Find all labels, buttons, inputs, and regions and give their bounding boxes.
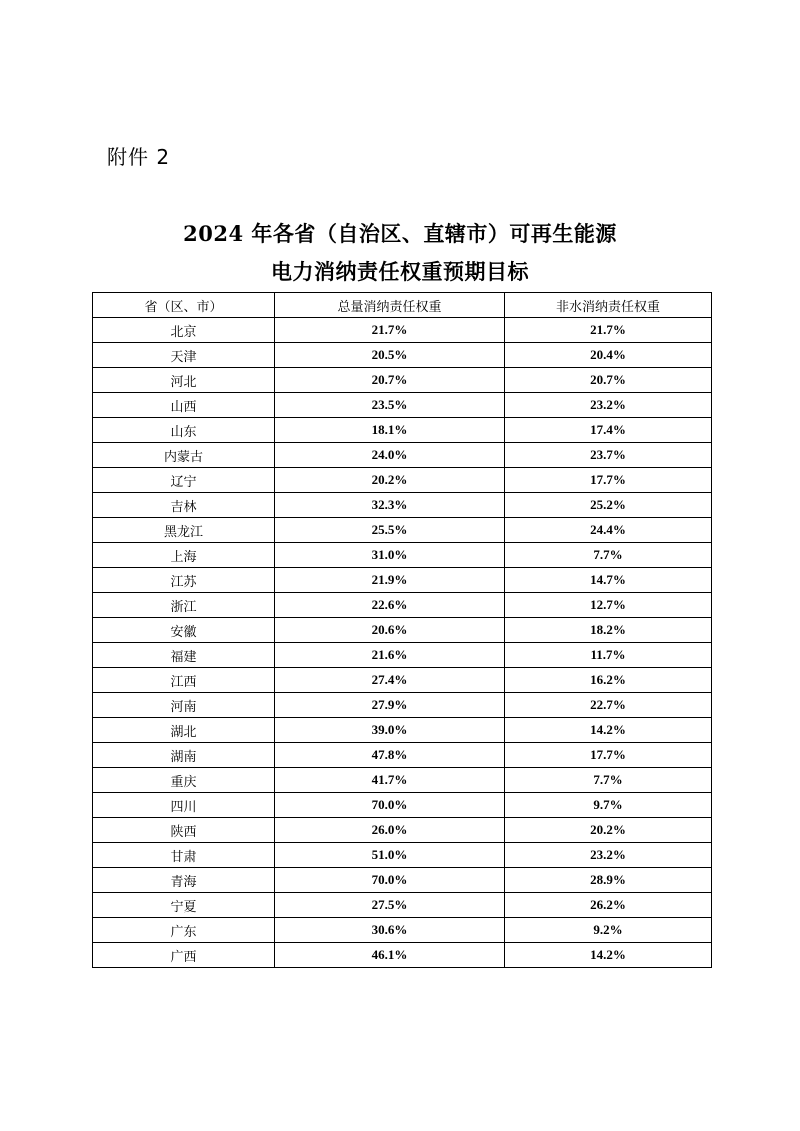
document-title-line2: 电力消纳责任权重预期目标 xyxy=(271,259,529,284)
table-row xyxy=(93,743,712,768)
province-cell: 河北 xyxy=(93,368,275,393)
table-body xyxy=(93,318,712,968)
table-row xyxy=(93,718,712,743)
nonhydro-weight-cell: 7.7% xyxy=(505,543,712,568)
total-weight-cell: 70.0% xyxy=(275,868,505,893)
table-row xyxy=(93,418,712,443)
nonhydro-weight-cell: 23.2% xyxy=(505,843,712,868)
province-cell: 山西 xyxy=(93,393,275,418)
province-cell: 湖南 xyxy=(93,743,275,768)
table-row xyxy=(93,843,712,868)
total-weight-cell: 21.9% xyxy=(275,568,505,593)
nonhydro-weight-cell: 9.7% xyxy=(505,793,712,818)
nonhydro-weight-cell: 20.7% xyxy=(505,368,712,393)
province-cell: 宁夏 xyxy=(93,893,275,918)
table-row xyxy=(93,668,712,693)
header-total-weight: 总量消纳责任权重 xyxy=(275,293,505,318)
province-cell: 湖北 xyxy=(93,718,275,743)
table-row xyxy=(93,893,712,918)
nonhydro-weight-cell: 17.4% xyxy=(505,418,712,443)
province-cell: 安徽 xyxy=(93,618,275,643)
nonhydro-weight-cell: 11.7% xyxy=(505,643,712,668)
province-cell: 黑龙江 xyxy=(93,518,275,543)
province-cell: 重庆 xyxy=(93,768,275,793)
province-cell: 北京 xyxy=(93,318,275,343)
province-cell: 福建 xyxy=(93,643,275,668)
province-cell: 青海 xyxy=(93,868,275,893)
nonhydro-weight-cell: 12.7% xyxy=(505,593,712,618)
nonhydro-weight-cell: 23.7% xyxy=(505,443,712,468)
table-row xyxy=(93,393,712,418)
nonhydro-weight-cell: 26.2% xyxy=(505,893,712,918)
total-weight-cell: 27.5% xyxy=(275,893,505,918)
table-row xyxy=(93,543,712,568)
table-row xyxy=(93,493,712,518)
total-weight-cell: 31.0% xyxy=(275,543,505,568)
table-row xyxy=(93,943,712,968)
table-row xyxy=(93,443,712,468)
nonhydro-weight-cell: 17.7% xyxy=(505,743,712,768)
nonhydro-weight-cell: 20.2% xyxy=(505,818,712,843)
total-weight-cell: 39.0% xyxy=(275,718,505,743)
attachment-label: 附件 2 xyxy=(107,145,171,169)
table-row xyxy=(93,768,712,793)
header-province: 省（区、市） xyxy=(93,293,275,318)
total-weight-cell: 20.7% xyxy=(275,368,505,393)
nonhydro-weight-cell: 24.4% xyxy=(505,518,712,543)
nonhydro-weight-cell: 17.7% xyxy=(505,468,712,493)
table-header-row xyxy=(93,293,712,318)
total-weight-cell: 24.0% xyxy=(275,443,505,468)
table-row xyxy=(93,468,712,493)
nonhydro-weight-cell: 21.7% xyxy=(505,318,712,343)
table-row xyxy=(93,568,712,593)
province-cell: 陕西 xyxy=(93,818,275,843)
province-cell: 吉林 xyxy=(93,493,275,518)
nonhydro-weight-cell: 18.2% xyxy=(505,618,712,643)
table-row xyxy=(93,593,712,618)
total-weight-cell: 21.7% xyxy=(275,318,505,343)
province-cell: 河南 xyxy=(93,693,275,718)
total-weight-cell: 21.6% xyxy=(275,643,505,668)
total-weight-cell: 20.6% xyxy=(275,618,505,643)
nonhydro-weight-cell: 22.7% xyxy=(505,693,712,718)
header-nonhydro-weight: 非水消纳责任权重 xyxy=(505,293,712,318)
table-row xyxy=(93,318,712,343)
province-cell: 山东 xyxy=(93,418,275,443)
total-weight-cell: 41.7% xyxy=(275,768,505,793)
table-row xyxy=(93,868,712,893)
total-weight-cell: 27.9% xyxy=(275,693,505,718)
province-cell: 甘肃 xyxy=(93,843,275,868)
province-cell: 浙江 xyxy=(93,593,275,618)
total-weight-cell: 32.3% xyxy=(275,493,505,518)
total-weight-cell: 22.6% xyxy=(275,593,505,618)
total-weight-cell: 46.1% xyxy=(275,943,505,968)
total-weight-cell: 18.1% xyxy=(275,418,505,443)
total-weight-cell: 47.8% xyxy=(275,743,505,768)
total-weight-cell: 27.4% xyxy=(275,668,505,693)
province-cell: 天津 xyxy=(93,343,275,368)
province-cell: 广西 xyxy=(93,943,275,968)
total-weight-cell: 20.2% xyxy=(275,468,505,493)
nonhydro-weight-cell: 20.4% xyxy=(505,343,712,368)
province-cell: 四川 xyxy=(93,793,275,818)
table-row xyxy=(93,793,712,818)
province-cell: 上海 xyxy=(93,543,275,568)
total-weight-cell: 23.5% xyxy=(275,393,505,418)
province-cell: 广东 xyxy=(93,918,275,943)
total-weight-cell: 25.5% xyxy=(275,518,505,543)
nonhydro-weight-cell: 25.2% xyxy=(505,493,712,518)
table-row xyxy=(93,643,712,668)
total-weight-cell: 51.0% xyxy=(275,843,505,868)
nonhydro-weight-cell: 14.7% xyxy=(505,568,712,593)
nonhydro-weight-cell: 23.2% xyxy=(505,393,712,418)
table-row xyxy=(93,518,712,543)
nonhydro-weight-cell: 14.2% xyxy=(505,718,712,743)
nonhydro-weight-cell: 7.7% xyxy=(505,768,712,793)
province-cell: 江苏 xyxy=(93,568,275,593)
total-weight-cell: 26.0% xyxy=(275,818,505,843)
province-cell: 江西 xyxy=(93,668,275,693)
nonhydro-weight-cell: 16.2% xyxy=(505,668,712,693)
province-cell: 辽宁 xyxy=(93,468,275,493)
nonhydro-weight-cell: 14.2% xyxy=(505,943,712,968)
nonhydro-weight-cell: 9.2% xyxy=(505,918,712,943)
quota-table xyxy=(92,292,712,968)
table-row xyxy=(93,618,712,643)
province-cell: 内蒙古 xyxy=(93,443,275,468)
table-row xyxy=(93,343,712,368)
table-row xyxy=(93,368,712,393)
table-row xyxy=(93,818,712,843)
total-weight-cell: 30.6% xyxy=(275,918,505,943)
table-row xyxy=(93,918,712,943)
document-title-line1: 2024 年各省（自治区、直辖市）可再生能源 xyxy=(183,221,617,246)
total-weight-cell: 20.5% xyxy=(275,343,505,368)
table-row xyxy=(93,693,712,718)
total-weight-cell: 70.0% xyxy=(275,793,505,818)
nonhydro-weight-cell: 28.9% xyxy=(505,868,712,893)
